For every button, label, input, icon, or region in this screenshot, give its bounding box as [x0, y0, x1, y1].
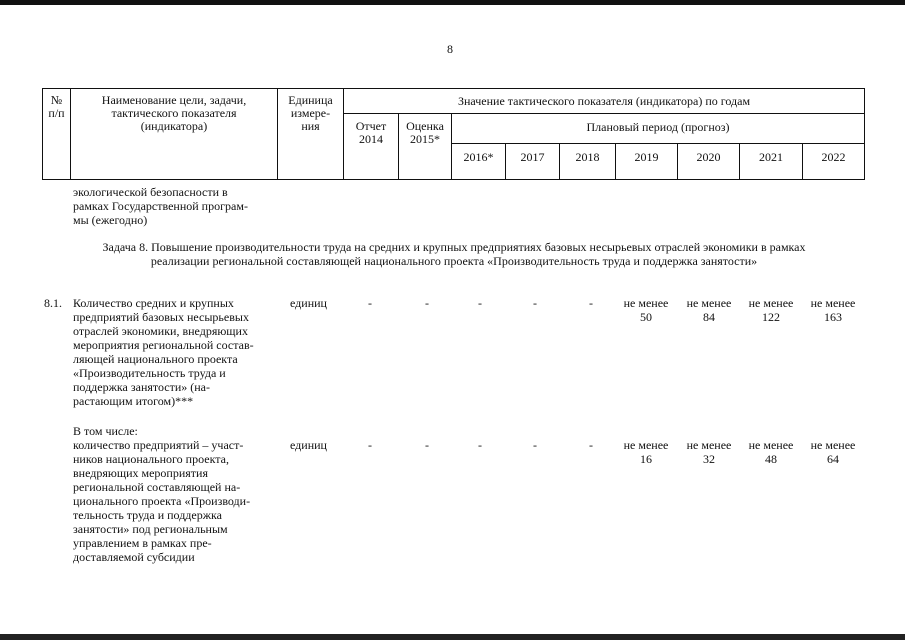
table-header: [42, 88, 865, 180]
row-value: не менее 163: [810, 296, 856, 324]
row-dash: -: [533, 438, 537, 452]
row-dash: -: [478, 438, 482, 452]
scan-bottom-edge: [0, 634, 905, 640]
header-year: 2022: [821, 150, 846, 164]
row-dash: -: [425, 296, 429, 310]
task-8-heading: Задача 8. Повышение производительности труда на средних и крупных предприятиях базовых несырьевых отраслей экономики в рамках реализации региональной составляющей национального проекта «Производительность труда и поддержка занятости»: [102, 240, 806, 268]
row-value: не менее 84: [686, 296, 732, 324]
header-estimate: Оценка 2015*: [406, 119, 444, 146]
row-dash: -: [478, 296, 482, 310]
header-year: 2021: [759, 150, 783, 164]
row-dash: -: [368, 296, 372, 310]
row-value: не менее 32: [686, 438, 732, 466]
header-year: 2020: [696, 150, 721, 164]
continuation-text: экологической безопасности в рамках Государственной програм- мы (ежегодно): [73, 185, 248, 227]
row-value: не менее 122: [748, 296, 794, 324]
header-year: 2016*: [463, 150, 494, 164]
row-dash: -: [589, 296, 593, 310]
header-report: Отчет 2014: [355, 119, 387, 146]
row-dash: -: [533, 296, 537, 310]
row-value: не менее 16: [623, 438, 669, 466]
row-dash: -: [368, 438, 372, 452]
header-num: № п/п: [48, 93, 65, 120]
header-year: 2019: [634, 150, 659, 164]
page-number: 8: [447, 42, 453, 56]
scan-top-edge: [0, 0, 905, 5]
row-dash: -: [425, 438, 429, 452]
row-name: В том числе: количество предприятий – участ- ников национального проекта, внедряющих мероприятия региональной составляющей на- ционального проекта «Производи- тельность труда и поддержка занятости» под региональным управлением в рамках пре- доставляемой субсидии: [73, 424, 251, 564]
row-value: не менее 48: [748, 438, 794, 466]
header-year: 2017: [520, 150, 545, 164]
header-plan-title: Плановый период (прогноз): [586, 120, 730, 134]
header-name: Наименование цели, задачи, тактического показателя (индикатора): [101, 93, 247, 133]
row-name: Количество средних и крупных предприятий базовых несырьевых отраслей экономики, внедряющих мероприятия региональной состав- ляющей национального проекта «Производительность труда и поддержка занятости» (на- растающим итогом)***: [73, 296, 254, 408]
header-unit: Единица измере- ния: [288, 93, 333, 133]
row-dash: -: [589, 438, 593, 452]
row-value: не менее 64: [810, 438, 856, 466]
row-number: 8.1.: [44, 296, 62, 310]
header-year: 2018: [575, 150, 600, 164]
row-value: не менее 50: [623, 296, 669, 324]
row-unit: единиц: [290, 438, 327, 452]
row-unit: единиц: [290, 296, 327, 310]
header-values-title: Значение тактического показателя (индикатора) по годам: [457, 94, 751, 108]
